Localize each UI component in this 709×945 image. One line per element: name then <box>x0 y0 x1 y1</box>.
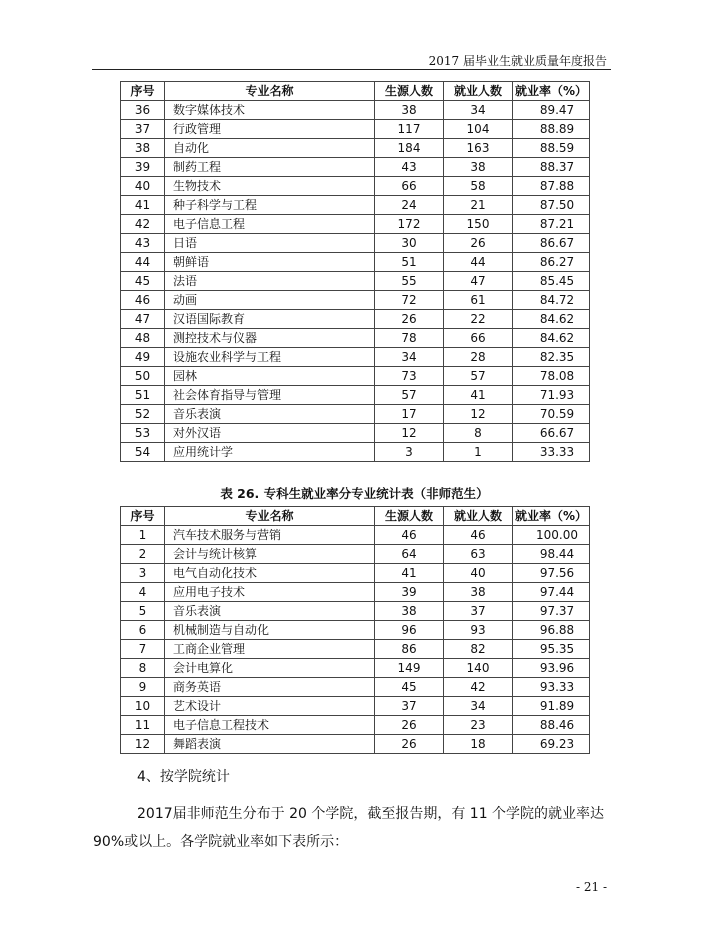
employment-rate: 78.08 <box>513 367 590 386</box>
graduates-count: 51 <box>375 253 444 272</box>
employed-count: 82 <box>444 640 513 659</box>
table-row <box>121 329 590 348</box>
graduates-count: 26 <box>375 310 444 329</box>
row-index: 44 <box>121 253 165 272</box>
employment-rate: 100.00 <box>513 526 590 545</box>
employment-rate: 89.47 <box>513 101 590 120</box>
employed-count: 46 <box>444 526 513 545</box>
major-name: 测控技术与仪器 <box>165 329 375 348</box>
major-name: 应用电子技术 <box>165 583 375 602</box>
table-row <box>121 621 590 640</box>
employment-rate: 84.72 <box>513 291 590 310</box>
major-name: 音乐表演 <box>165 602 375 621</box>
table-row <box>121 697 590 716</box>
column-header: 专业名称 <box>165 82 375 101</box>
column-header: 就业率（%） <box>513 82 590 101</box>
employed-count: 150 <box>444 215 513 234</box>
row-index: 36 <box>121 101 165 120</box>
table-row <box>121 405 590 424</box>
employment-rate: 82.35 <box>513 348 590 367</box>
row-index: 2 <box>121 545 165 564</box>
graduates-count: 39 <box>375 583 444 602</box>
employment-rate: 93.33 <box>513 678 590 697</box>
major-name: 电子信息工程 <box>165 215 375 234</box>
employed-count: 44 <box>444 253 513 272</box>
graduates-count: 26 <box>375 716 444 735</box>
table-header-row <box>121 82 590 101</box>
employed-count: 42 <box>444 678 513 697</box>
employed-count: 40 <box>444 564 513 583</box>
graduates-count: 86 <box>375 640 444 659</box>
graduates-count: 55 <box>375 272 444 291</box>
major-name: 电子信息工程技术 <box>165 716 375 735</box>
running-header: 2017 届毕业生就业质量年度报告 <box>428 54 607 68</box>
column-header: 生源人数 <box>375 82 444 101</box>
employment-rate: 97.56 <box>513 564 590 583</box>
major-name: 汉语国际教育 <box>165 310 375 329</box>
major-name: 自动化 <box>165 139 375 158</box>
row-index: 3 <box>121 564 165 583</box>
row-index: 9 <box>121 678 165 697</box>
employed-count: 1 <box>444 443 513 462</box>
major-name: 制药工程 <box>165 158 375 177</box>
employment-rate: 84.62 <box>513 329 590 348</box>
row-index: 51 <box>121 386 165 405</box>
employment-rate: 93.96 <box>513 659 590 678</box>
row-index: 10 <box>121 697 165 716</box>
employed-count: 22 <box>444 310 513 329</box>
table-row <box>121 526 590 545</box>
major-name: 种子科学与工程 <box>165 196 375 215</box>
major-name: 数字媒体技术 <box>165 101 375 120</box>
graduates-count: 117 <box>375 120 444 139</box>
table-row <box>121 120 590 139</box>
table-row <box>121 196 590 215</box>
graduates-count: 73 <box>375 367 444 386</box>
employment-rate: 97.37 <box>513 602 590 621</box>
graduates-count: 38 <box>375 101 444 120</box>
row-index: 46 <box>121 291 165 310</box>
major-name: 应用统计学 <box>165 443 375 462</box>
major-name: 汽车技术服务与营销 <box>165 526 375 545</box>
major-name: 法语 <box>165 272 375 291</box>
table-row <box>121 310 590 329</box>
row-index: 6 <box>121 621 165 640</box>
employment-rate: 86.27 <box>513 253 590 272</box>
employed-count: 66 <box>444 329 513 348</box>
table-row <box>121 564 590 583</box>
employed-count: 38 <box>444 583 513 602</box>
employed-count: 37 <box>444 602 513 621</box>
graduates-count: 78 <box>375 329 444 348</box>
employment-rate: 84.62 <box>513 310 590 329</box>
table-row <box>121 215 590 234</box>
employed-count: 63 <box>444 545 513 564</box>
major-name: 动画 <box>165 291 375 310</box>
row-index: 47 <box>121 310 165 329</box>
major-name: 舞蹈表演 <box>165 735 375 754</box>
table-row <box>121 545 590 564</box>
employed-count: 163 <box>444 139 513 158</box>
major-name: 对外汉语 <box>165 424 375 443</box>
row-index: 49 <box>121 348 165 367</box>
column-header: 就业人数 <box>444 82 513 101</box>
row-index: 42 <box>121 215 165 234</box>
major-name: 日语 <box>165 234 375 253</box>
graduates-count: 45 <box>375 678 444 697</box>
major-name: 工商企业管理 <box>165 640 375 659</box>
employment-rate: 85.45 <box>513 272 590 291</box>
employed-count: 18 <box>444 735 513 754</box>
employment-rate: 66.67 <box>513 424 590 443</box>
employed-count: 140 <box>444 659 513 678</box>
major-name: 园林 <box>165 367 375 386</box>
table-row <box>121 101 590 120</box>
header-rule <box>92 69 611 70</box>
employment-rate: 88.59 <box>513 139 590 158</box>
graduates-count: 12 <box>375 424 444 443</box>
table-row <box>121 443 590 462</box>
table-row <box>121 640 590 659</box>
row-index: 40 <box>121 177 165 196</box>
row-index: 4 <box>121 583 165 602</box>
graduates-count: 41 <box>375 564 444 583</box>
graduates-count: 46 <box>375 526 444 545</box>
employment-rate: 88.89 <box>513 120 590 139</box>
major-name: 音乐表演 <box>165 405 375 424</box>
row-index: 37 <box>121 120 165 139</box>
row-index: 54 <box>121 443 165 462</box>
major-name: 设施农业科学与工程 <box>165 348 375 367</box>
major-name: 生物技术 <box>165 177 375 196</box>
table-row <box>121 234 590 253</box>
graduates-count: 3 <box>375 443 444 462</box>
column-header: 就业人数 <box>444 507 513 526</box>
row-index: 39 <box>121 158 165 177</box>
major-name: 会计电算化 <box>165 659 375 678</box>
graduates-count: 66 <box>375 177 444 196</box>
employment-rate: 95.35 <box>513 640 590 659</box>
row-index: 53 <box>121 424 165 443</box>
row-index: 45 <box>121 272 165 291</box>
employed-count: 12 <box>444 405 513 424</box>
employment-rate: 70.59 <box>513 405 590 424</box>
major-name: 朝鲜语 <box>165 253 375 272</box>
table-row <box>121 367 590 386</box>
graduates-count: 30 <box>375 234 444 253</box>
graduates-count: 43 <box>375 158 444 177</box>
employment-rate: 88.37 <box>513 158 590 177</box>
table-caption: 表 26. 专科生就业率分专业统计表（非师范生） <box>220 486 489 501</box>
row-index: 1 <box>121 526 165 545</box>
table-row <box>121 678 590 697</box>
table-row <box>121 659 590 678</box>
column-header: 就业率（%） <box>513 507 590 526</box>
graduates-count: 172 <box>375 215 444 234</box>
graduates-count: 38 <box>375 602 444 621</box>
table-row <box>121 735 590 754</box>
employment-rate: 87.21 <box>513 215 590 234</box>
column-header: 专业名称 <box>165 507 375 526</box>
table-row <box>121 424 590 443</box>
column-header: 序号 <box>121 82 165 101</box>
table-row <box>121 583 590 602</box>
table-row <box>121 348 590 367</box>
major-name: 艺术设计 <box>165 697 375 716</box>
employment-rate: 98.44 <box>513 545 590 564</box>
graduates-count: 24 <box>375 196 444 215</box>
row-index: 43 <box>121 234 165 253</box>
section-heading: 4、按学院统计 <box>137 769 230 785</box>
employed-count: 38 <box>444 158 513 177</box>
row-index: 48 <box>121 329 165 348</box>
graduates-count: 64 <box>375 545 444 564</box>
table-row <box>121 253 590 272</box>
major-employment-table-continued <box>120 81 590 462</box>
table-row <box>121 177 590 196</box>
table-row <box>121 139 590 158</box>
graduates-count: 34 <box>375 348 444 367</box>
table-row <box>121 602 590 621</box>
graduates-count: 96 <box>375 621 444 640</box>
row-index: 7 <box>121 640 165 659</box>
employment-rate: 86.67 <box>513 234 590 253</box>
employed-count: 58 <box>444 177 513 196</box>
page-number: - 21 - <box>575 880 607 894</box>
row-index: 38 <box>121 139 165 158</box>
employment-rate: 87.50 <box>513 196 590 215</box>
graduates-count: 26 <box>375 735 444 754</box>
employed-count: 21 <box>444 196 513 215</box>
row-index: 8 <box>121 659 165 678</box>
row-index: 50 <box>121 367 165 386</box>
employed-count: 8 <box>444 424 513 443</box>
employment-rate: 91.89 <box>513 697 590 716</box>
table-row <box>121 716 590 735</box>
graduates-count: 149 <box>375 659 444 678</box>
table-row <box>121 386 590 405</box>
row-index: 12 <box>121 735 165 754</box>
major-name: 社会体育指导与管理 <box>165 386 375 405</box>
employment-rate: 71.93 <box>513 386 590 405</box>
row-index: 41 <box>121 196 165 215</box>
column-header: 序号 <box>121 507 165 526</box>
graduates-count: 57 <box>375 386 444 405</box>
employed-count: 47 <box>444 272 513 291</box>
major-name: 会计与统计核算 <box>165 545 375 564</box>
employed-count: 57 <box>444 367 513 386</box>
employment-rate: 33.33 <box>513 443 590 462</box>
graduates-count: 37 <box>375 697 444 716</box>
major-name: 商务英语 <box>165 678 375 697</box>
employment-rate: 87.88 <box>513 177 590 196</box>
row-index: 52 <box>121 405 165 424</box>
employed-count: 28 <box>444 348 513 367</box>
employed-count: 23 <box>444 716 513 735</box>
row-index: 11 <box>121 716 165 735</box>
graduates-count: 17 <box>375 405 444 424</box>
major-name: 行政管理 <box>165 120 375 139</box>
table-row <box>121 272 590 291</box>
employed-count: 104 <box>444 120 513 139</box>
column-header: 生源人数 <box>375 507 444 526</box>
major-name: 机械制造与自动化 <box>165 621 375 640</box>
employed-count: 61 <box>444 291 513 310</box>
employed-count: 93 <box>444 621 513 640</box>
junior-college-employment-table <box>120 506 590 754</box>
major-name: 电气自动化技术 <box>165 564 375 583</box>
employment-rate: 88.46 <box>513 716 590 735</box>
graduates-count: 72 <box>375 291 444 310</box>
employment-rate: 69.23 <box>513 735 590 754</box>
employed-count: 34 <box>444 697 513 716</box>
graduates-count: 184 <box>375 139 444 158</box>
employment-rate: 97.44 <box>513 583 590 602</box>
employed-count: 41 <box>444 386 513 405</box>
table-row <box>121 291 590 310</box>
row-index: 5 <box>121 602 165 621</box>
employed-count: 26 <box>444 234 513 253</box>
table-header-row <box>121 507 590 526</box>
body-paragraph: 2017届非师范生分布于 20 个学院，截至报告期，有 11 个学院的就业率达90%或以上。各学院就业率如下表所示： <box>93 806 605 850</box>
table-row <box>121 158 590 177</box>
employed-count: 34 <box>444 101 513 120</box>
employment-rate: 96.88 <box>513 621 590 640</box>
